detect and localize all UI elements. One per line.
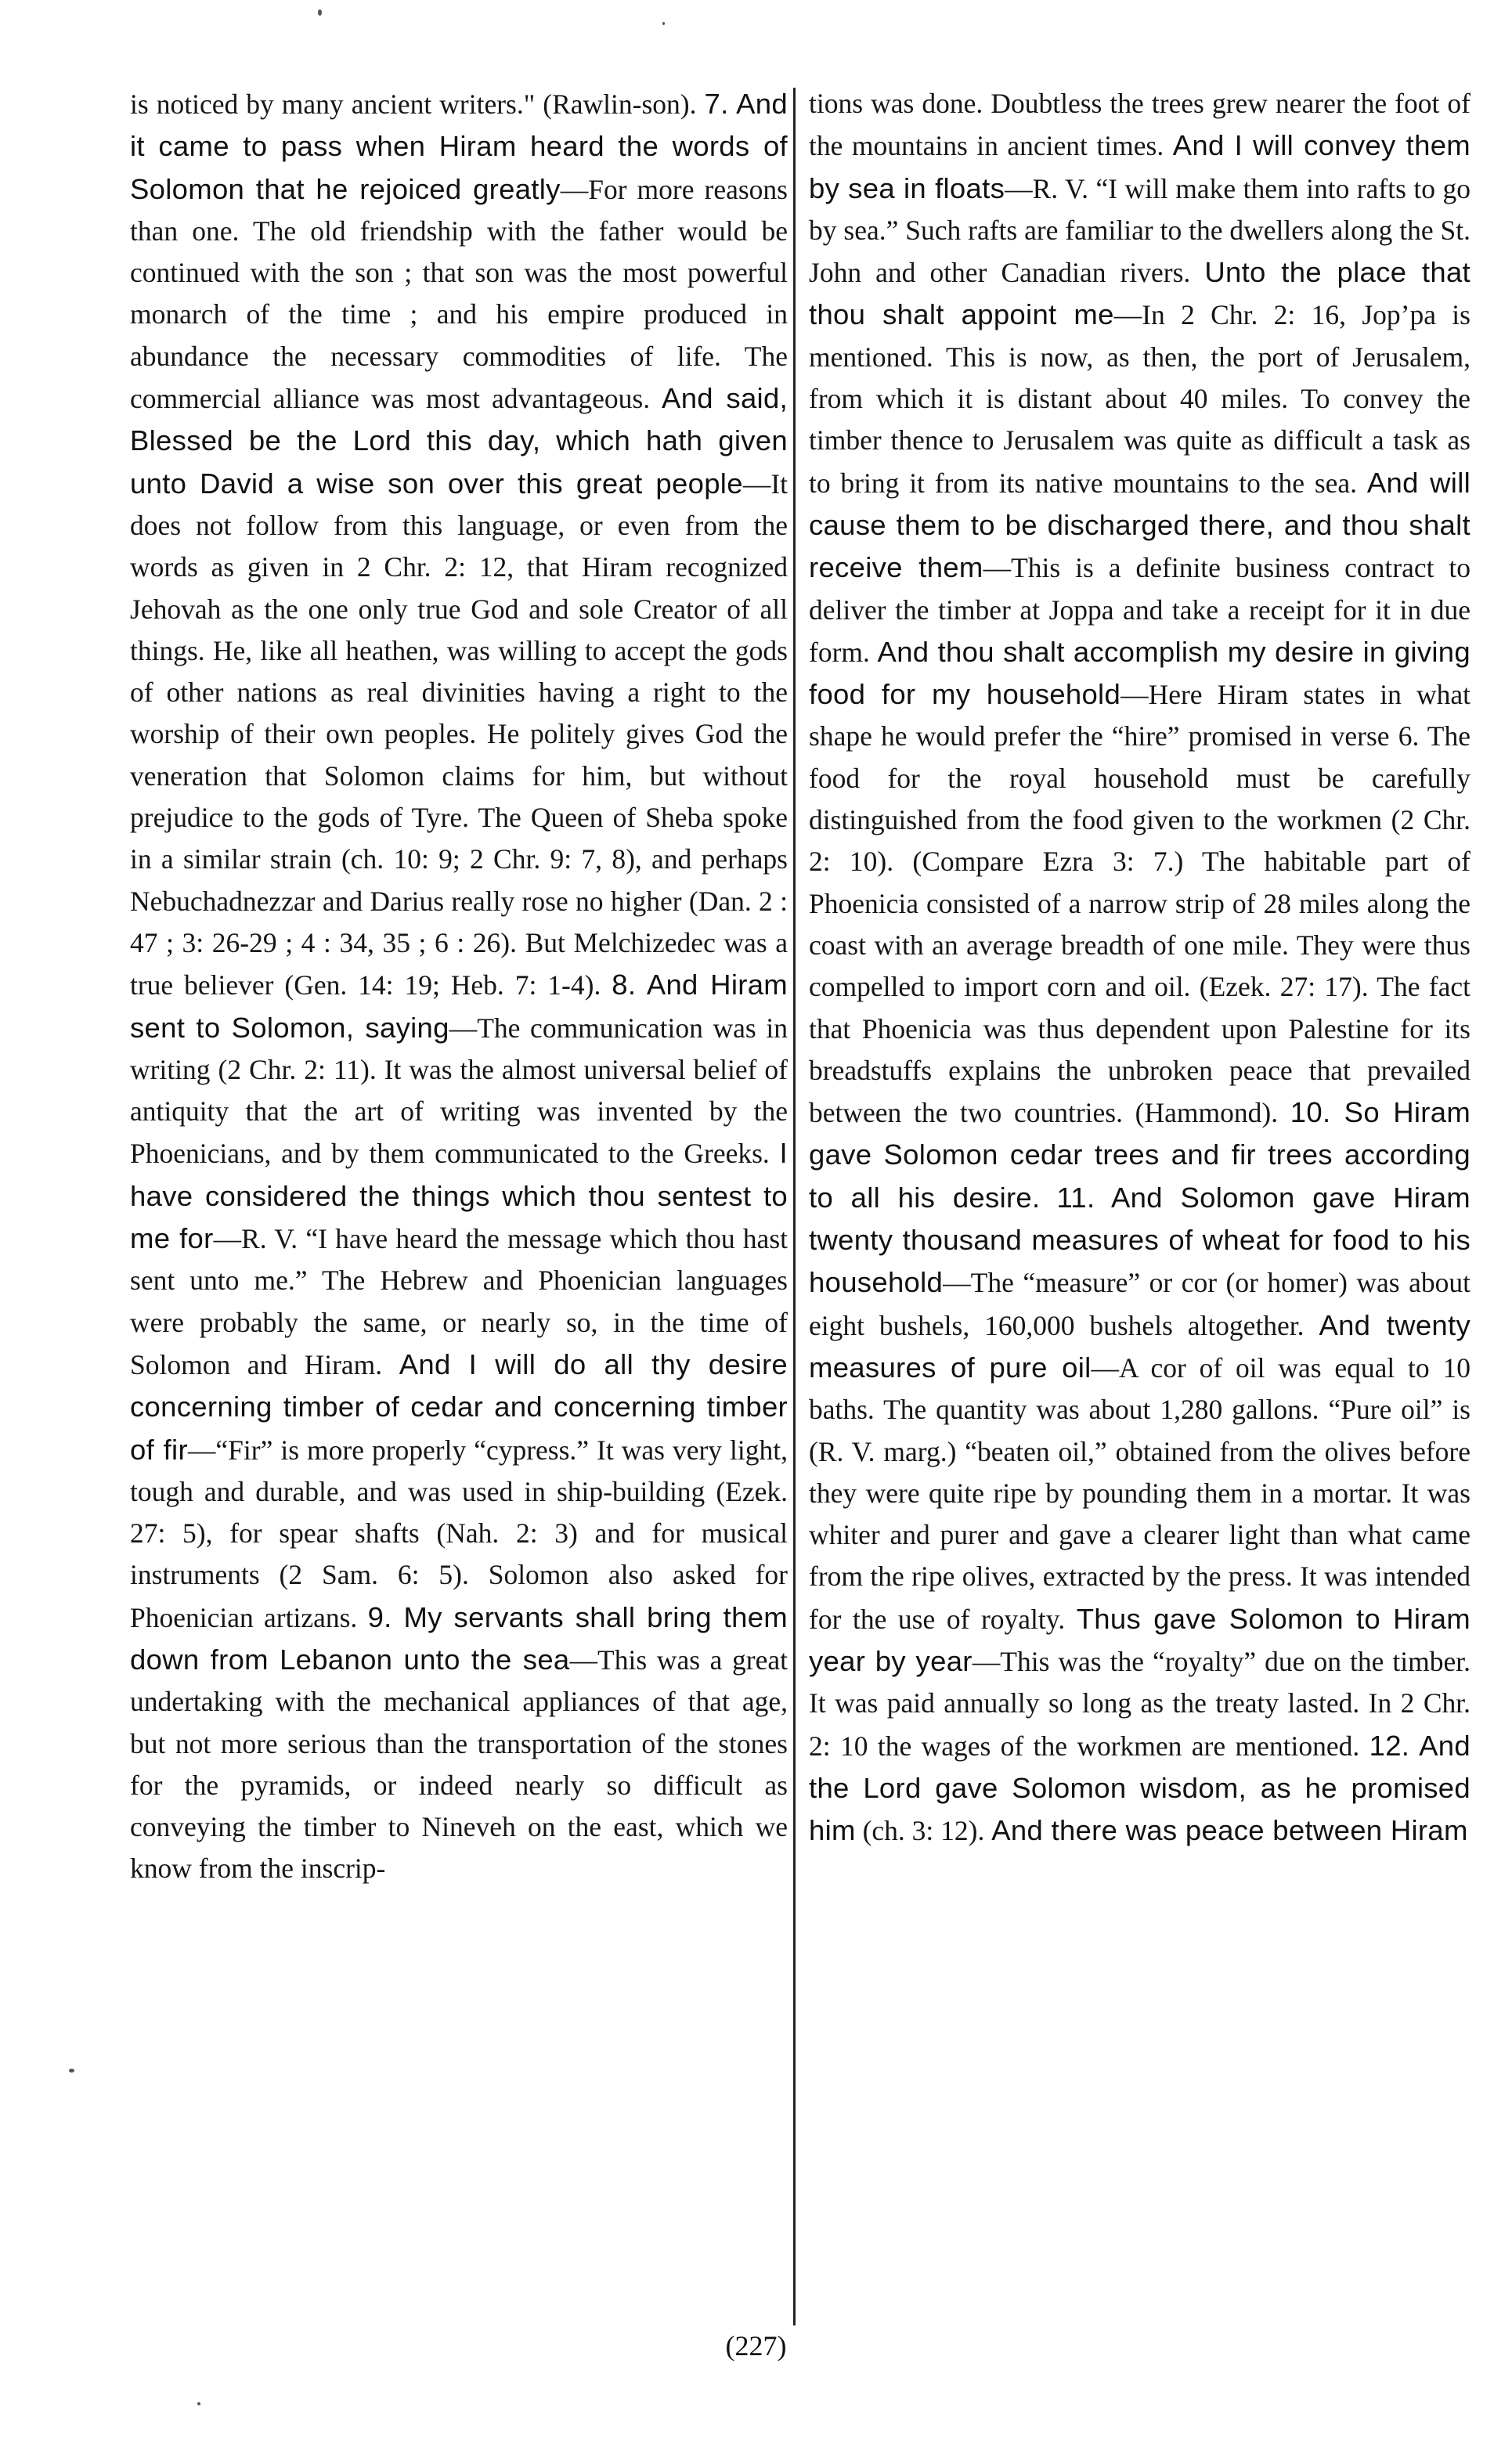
verse-heading: And thou shalt accomplish my desire in giving food for my household bbox=[809, 635, 1471, 711]
commentary-text: is noticed by many ancient writers." (Rawlin-son). bbox=[130, 88, 697, 120]
verse-7-heading: 7. And it came to pass when Hiram heard the words of Solomon that he rejoiced greatly bbox=[130, 88, 788, 205]
scan-speck bbox=[318, 9, 322, 16]
scan-speck bbox=[197, 2402, 200, 2405]
scan-speck bbox=[69, 2069, 74, 2073]
commentary-text: —It does not follow from this language, or even from the words as given in 2 Chr. 2: 12, that Hiram recognized Jehovah as the one only true God and sole Creator of all things. He, like all heathen, was willing to accept the gods of other nations as real divinities having a right to the worship of their own peoples. He politely gives God the veneration that Solomon claims for him, but without prejudice to the gods of Tyre. The Queen of Sheba spoke in a similar strain (ch. 10: 9; 2 Chr. 9: 7, 8), and perhaps Nebuchadnezzar and Darius really rose no higher (Dan. 2 : 47 ; 3: 26-29 ; 4 : 34, 35 ; 6 : 26). But Melchizedec was a true believer (Gen. 14: 19; Heb. 7: 1-4). bbox=[130, 467, 788, 1001]
commentary-text: —For more reasons than one. The old friendship with the father would be continued with the son ; that son was the most powerful monarch of the time ; and his empire produced in abundance the necessary commodities of life. The commercial alliance was most advantageous. bbox=[130, 173, 788, 415]
verse-heading: And I will convey them by sea in floats bbox=[809, 129, 1471, 204]
verse-heading: And will cause them to be discharged there, and thou shalt receive them bbox=[809, 466, 1471, 584]
left-paragraph bbox=[130, 83, 788, 1890]
commentary-text: —R. V. “I will make them into rafts to go by sea.” Such rafts are familiar to the dwellers along the St. John and other Canadian rivers. bbox=[809, 172, 1471, 289]
verse-10-heading: 10. So Hiram gave Solomon cedar trees and fir trees according to all his desire. bbox=[809, 1096, 1471, 1214]
verse-heading: Thus gave Solomon to Hiram year by year bbox=[809, 1602, 1471, 1677]
verse-11-heading: 11. And Solomon gave Hiram twenty thousand measures of wheat for food to his household bbox=[809, 1181, 1471, 1299]
column-divider bbox=[793, 88, 796, 2325]
verse-heading: And I will do all thy desire concerning timber of cedar and concerning timber of fir bbox=[130, 1348, 788, 1466]
verse-heading: And said, Blessed be the Lord this day, which hath given unto David a wise son over this great people bbox=[130, 382, 788, 500]
verse-9-heading: 9. My servants shall bring them down from Lebanon unto the sea bbox=[130, 1600, 788, 1676]
commentary-text: (ch. 3: 12). bbox=[862, 1815, 985, 1847]
commentary-text: —“Fir” is more properly “cypress.” It was very light, tough and durable, and was used in ship-building (Ezek. 27: 5), for spear shafts (Nah. 2: 3) and for musical instruments (2 Sam. 6: 5). Solomon also asked for Phoenician artizans. bbox=[130, 1434, 788, 1633]
commentary-text: tions was done. Doubtless the trees grew nearer the foot of the mountains in ancient times. bbox=[809, 88, 1471, 162]
commentary-text: —This was a great undertaking with the mechanical appliances of that age, but not more serious than the transportation of the stones for the pyramids, or indeed nearly so difficult as conveying the timber to Nineveh on the east, which we know from the inscrip- bbox=[130, 1643, 788, 1885]
scan-speck bbox=[662, 22, 665, 25]
verse-heading: Unto the place that thou shalt appoint me bbox=[809, 256, 1471, 331]
verse-heading: And twenty measures of pure oil bbox=[809, 1308, 1471, 1384]
commentary-text: —R. V. “I have heard the message which thou hast sent unto me.” The Hebrew and Phoenician languages were probably the same, or nearly so, in the time of Solomon and Hiram. bbox=[130, 1223, 788, 1380]
commentary-text: —Here Hiram states in what shape he would prefer the “hire” promised in verse 6. The food for the royal household must be carefully distinguished from the food given to the workmen (2 Chr. 2: 10). (Compare Ezra 3: 7.) The habitable part of Phoenicia consisted of a narrow strip of 28 miles along the coast with an average breadth of one mile. They were thus compelled to import corn and oil. (Ezek. 27: 17). The fact that Phoenicia was thus dependent upon Palestine for its breadstuffs explains the unbroken peace that prevailed between the two countries. (Hammond). bbox=[809, 679, 1471, 1129]
right-column bbox=[809, 83, 1471, 1852]
verse-heading: I have considered the things which thou sentest to me for bbox=[130, 1137, 788, 1255]
right-paragraph bbox=[809, 83, 1471, 1852]
commentary-text: —In 2 Chr. 2: 16, Jop’pa is mentioned. This is now, as then, the port of Jerusalem, from which it is distant about 40 miles. To convey the timber thence to Jerusalem was quite as difficult a task as to bring it from its native mountains to the sea. bbox=[809, 299, 1471, 499]
verse-heading: And there was peace between Hiram bbox=[991, 1814, 1468, 1847]
commentary-text: —This was the “royalty” due on the timber. It was paid annually so long as the treaty lasted. In 2 Chr. 2: 10 the wages of the workmen are mentioned. bbox=[809, 1645, 1471, 1762]
left-column bbox=[130, 83, 788, 1890]
commentary-text: —This is a definite business contract to deliver the timber at Joppa and take a receipt for it in due form. bbox=[809, 552, 1471, 668]
verse-12-heading: 12. And the Lord gave Solomon wisdom, as he promised him bbox=[809, 1729, 1471, 1847]
commentary-text: —The “measure” or cor (or homer) was about eight bushels, 160,000 bushels altogether. bbox=[809, 1267, 1471, 1341]
commentary-text: —The communication was in writing (2 Chr. 2: 11). It was the almost universal belief of antiquity that the art of writing was invented by the Phoenicians, and by them communicated to the Greeks. bbox=[130, 1012, 788, 1170]
commentary-text: —A cor of oil was equal to 10 baths. The quantity was about 1,280 gallons. “Pure oil” is (R. V. marg.) “beaten oil,” obtained from the olives before they were quite ripe by pounding them in a mortar. It was whiter and purer and gave a clearer light than what came from the ripe olives, extracted by the press. It was intended for the use of royalty. bbox=[809, 1351, 1471, 1635]
verse-8-heading: 8. And Hiram sent to Solomon, saying bbox=[130, 969, 788, 1044]
page-number: (227) bbox=[725, 2330, 787, 2361]
